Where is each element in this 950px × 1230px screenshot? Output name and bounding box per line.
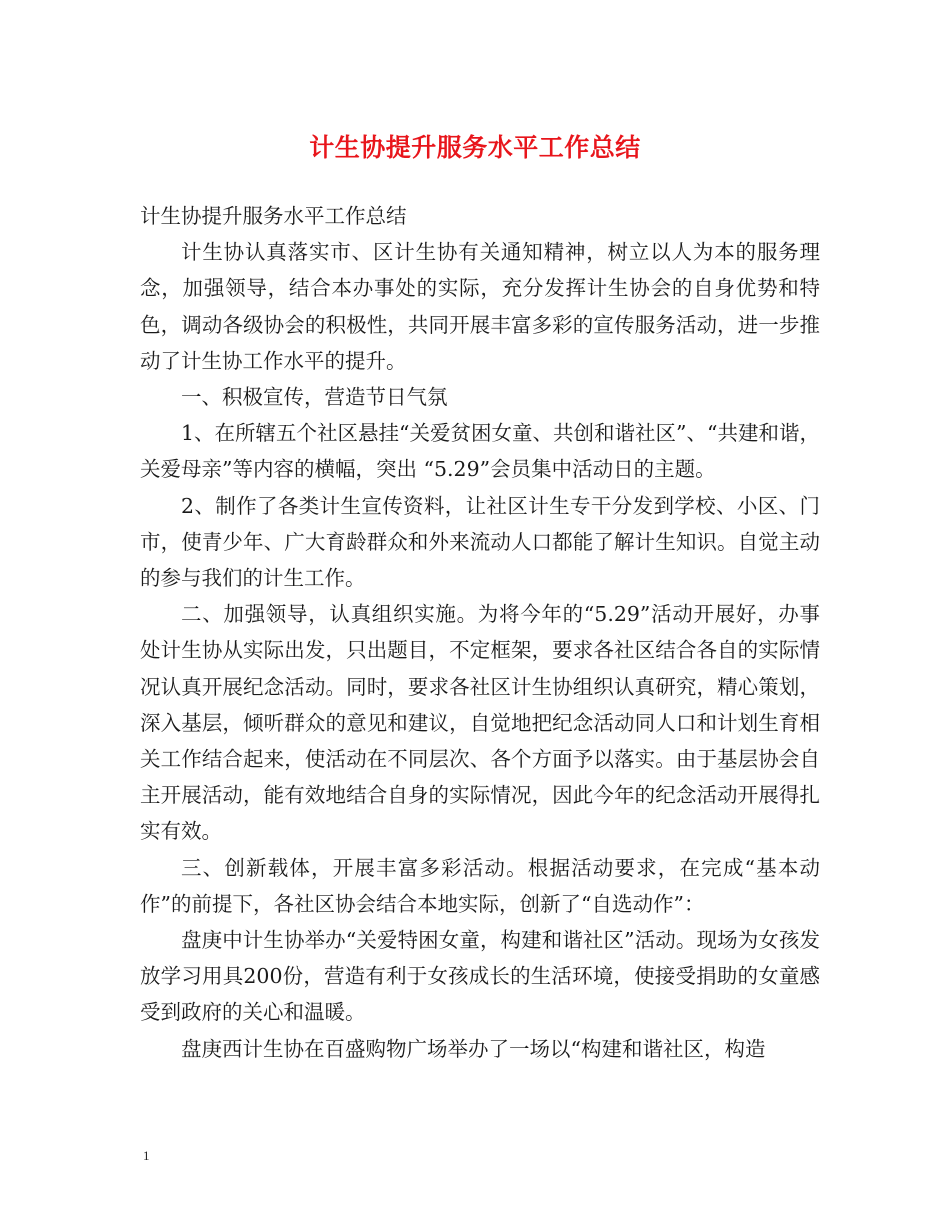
paragraph-heading: 计生协提升服务水平工作总结 xyxy=(140,204,407,228)
section-heading-1: 一、积极宣传，营造节日气氛 xyxy=(181,385,448,410)
paragraph-pangengzhong: 盘庚中计生协举办“关爱特困女童，构建和谐社区”活动。现场为女孩发放学习用具200份，营造有利于女孩成长的生活环境，使接受捐助的女童感受到政府的关心和温暖。 xyxy=(140,928,820,1025)
paragraph-item-1: 1、在所辖五个社区悬挂“关爱贫困女童、共创和谐社区”、“共建和谐，关爱母亲”等内容的横幅，突出 “5.29”会员集中活动日的主题。 xyxy=(140,421,820,482)
document-title: 计生协提升服务水平工作总结 xyxy=(309,133,641,162)
section-3-paragraph: 三、创新载体，开展丰富多彩活动。根据活动要求，在完成“基本动作”的前提下，各社区协会结合本地实际，创新了“自选动作”： xyxy=(140,855,820,916)
paragraph-intro: 计生协认真落实市、区计生协有关通知精神，树立以人为本的服务理念，加强领导，结合本办事处的实际，充分发挥计生协会的自身优势和特色，调动各级协会的积极性，共同开展丰富多彩的宣传服务活动，进一步推动了计生协工作水平的提升。 xyxy=(140,240,820,373)
paragraph-pangengxi: 盘庚西计生协在百盛购物广场举办了一场以“构建和谐社区，构造 xyxy=(181,1036,766,1061)
document-body xyxy=(140,198,820,1067)
section-2-paragraph: 二、加强领导，认真组织实施。为将今年的“5.29”活动开展好，办事处计生协从实际出发，只出题目，不定框架，要求各社区结合各自的实际情况认真开展纪念活动。同时，要求各社区计生协组织认真研究，精心策划，深入基层，倾听群众的意见和建议，自觉地把纪念活动同人口和计划生育相关工作结合起来，使活动在不同层次、各个方面予以落实。由于基层协会自主开展活动，能有效地结合自身的实际情况，因此今年的纪念活动开展得扎实有效。 xyxy=(140,602,820,844)
paragraph-item-2: 2、制作了各类计生宣传资料，让社区计生专干分发到学校、小区、门市，使青少年、广大育龄群众和外来流动人口都能了解计生知识。自觉主动的参与我们的计生工作。 xyxy=(140,493,820,591)
page-number: 1 xyxy=(143,1148,150,1163)
